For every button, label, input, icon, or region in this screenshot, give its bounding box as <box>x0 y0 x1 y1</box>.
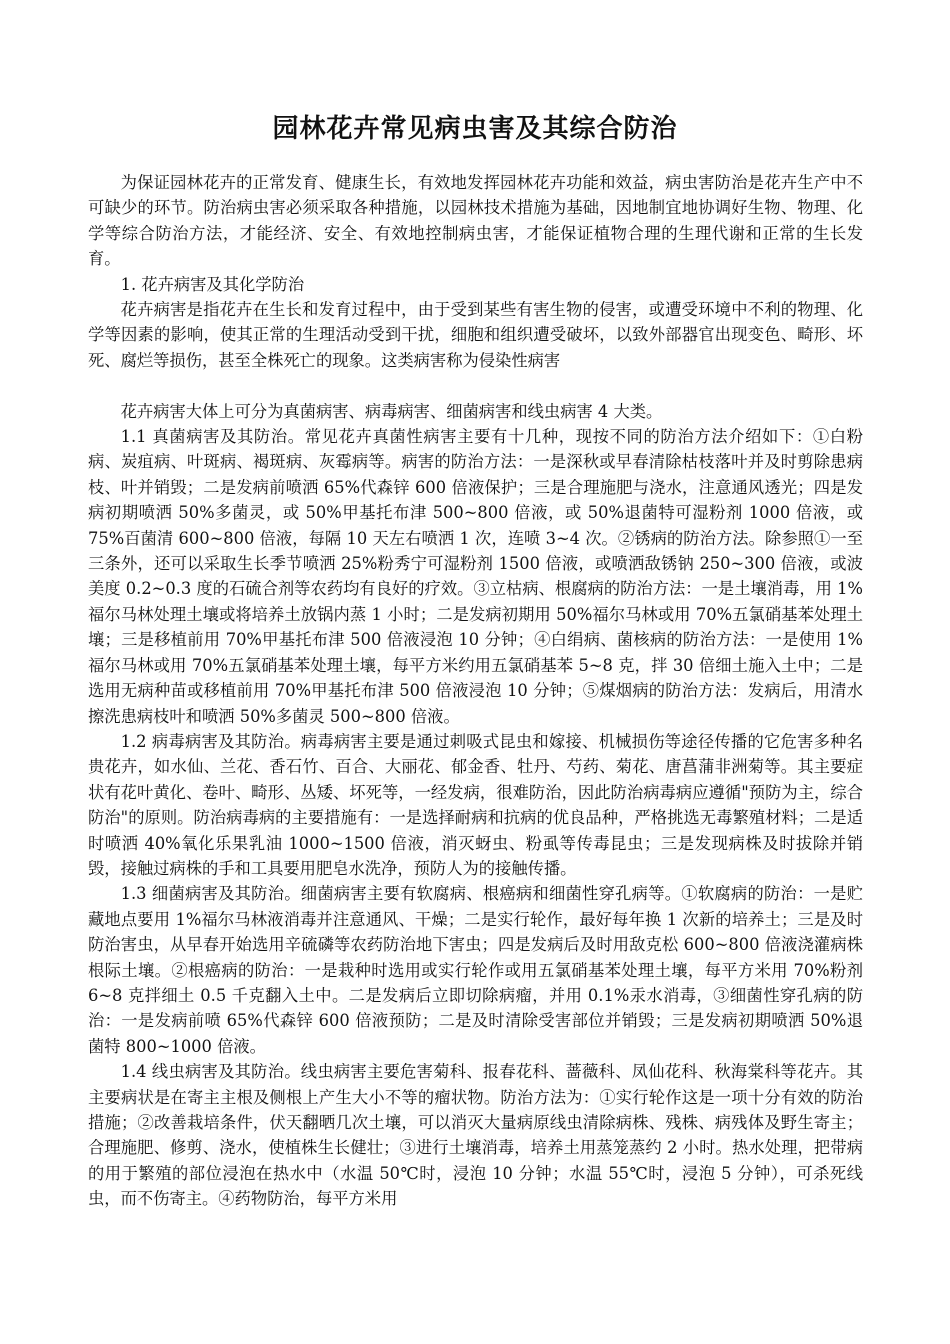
paragraph: 花卉病害大体上可分为真菌病害、病毒病害、细菌病害和线虫病害 4 大类。 <box>120 401 663 421</box>
paragraph-nematode: 1.4 线虫病害及其防治。线虫病害主要危害菊科、报春花科、蔷薇科、凤仙花科、秋海棠科等花卉。其主要病状是在寄主主根及侧根上产生大小不等的瘤状物。防治方法为：①实行轮作这是一项十分有效的防治措施；②改善栽培条件，伏天翻晒几次土壤，可以消灭大量病原线虫清除病株、残株、病残体及野生寄主；合理施肥、修剪、浇水，使植株生长健壮；③进行土壤消毒，培养土用蒸笼蒸约 2 小时。热水处理，把带病的用于繁殖的部位浸泡在热水中（水温 50℃时，浸泡 10 分钟；水温 55℃时，浸泡 5 分钟），可杀死线虫，而不伤寄主。④药物防治，每平方米用 <box>88 1062 863 1209</box>
section-heading: 1. 花卉病害及其化学防治 <box>120 274 305 294</box>
paragraph-intro: 为保证园林花卉的正常发育、健康生长，有效地发挥园林花卉功能和效益，病虫害防治是花卉生产中不可缺少的环节。防治病虫害必须采取各种措施，以园林技术措施为基础，因地制宜地协调好生物、物理、化学等综合防治方法，才能经济、安全、有效地控制病虫害，才能保证植物合理的生理代谢和正常的生长发育。 <box>88 173 863 269</box>
paragraph-bacterial: 1.3 细菌病害及其防治。细菌病害主要有软腐病、根癌病和细菌性穿孔病等。①软腐病的防治：一是贮藏地点要用 1%福尔马林液消毒并注意通风、干燥；二是实行轮作，最好每年换 1 次新的培养土；三是及时防治害虫，从早春开始选用辛硫磷等农药防治地下害虫；四是发病后及时用敌克松 600~800 倍液浇灌病株根际土壤。②根癌病的防治：一是栽种时选用或实行轮作或用五氯硝基苯处理土壤，每平方米用 70%粉剂 6~8 克拌细土 0.5 千克翻入土中。二是发病后立即切除病瘤，并用 0.1%汞水消毒，③细菌性穿孔病的防治：一是发病前喷 65%代森锌 600 倍液预防；二是及时清除受害部位并销毁；三是发病初期喷洒 50%退菌特 800~1000 倍液。 <box>88 884 863 1056</box>
document-title: 园林花卉常见病虫害及其综合防治 <box>272 114 678 144</box>
document-body <box>88 170 863 1212</box>
paragraph: 花卉病害是指花卉在生长和发育过程中，由于受到某些有害生物的侵害，或遭受环境中不利的物理、化学等因素的影响，使其正常的生理活动受到干扰，细胞和组织遭受破坏，以致外部器官出现变色、畸形、坏死、腐烂等损伤，甚至全株死亡的现象。这类病害称为侵染性病害 <box>88 300 863 370</box>
paragraph-fungal: 1.1 真菌病害及其防治。常见花卉真菌性病害主要有十几种，现按不同的防治方法介绍如下：①白粉病、炭疽病、叶斑病、褐斑病、灰霉病等。病害的防治方法：一是深秋或早春清除枯枝落叶并及时剪除患病枝、叶并销毁；二是发病前喷洒 65%代森锌 600 倍液保护；三是合理施肥与浇水，注意通风透光；四是发病初期喷洒 50%多菌灵，或 50%甲基托布津 500~800 倍液，或 50%退菌特可湿粉剂 1000 倍液，或 75%百菌清 600~800 倍液，每隔 10 天左右喷洒 1 次，连喷 3~4 次。②锈病的防治方法。除参照①一至三条外，还可以采取生长季节喷洒 25%粉秀宁可湿粉剂 1500 倍液，或喷洒敌锈钠 250~300 倍液，或波美度 0.2~0.3 度的石硫合剂等农药均有良好的疗效。③立枯病、根腐病的防治方法：一是土壤消毒，用 1%福尔马林处理土壤或将培养土放锅内蒸 1 小时；二是发病初期用 50%福尔马林或用 70%五氯硝基苯处理土壤；三是移植前用 70%甲基托布津 500 倍液浸泡 10 分钟；④白绢病、菌核病的防治方法：一是使用 1%福尔马林或用 70%五氯硝基苯处理土壤，每平方米约用五氯硝基苯 5~8 克，拌 30 倍细土施入土中；二是选用无病种苗或移植前用 70%甲基托布津 500 倍液浸泡 10 分钟；⑤煤烟病的防治方法：发病后，用清水擦洗患病枝叶和喷洒 50%多菌灵 500~800 倍液。 <box>88 427 863 726</box>
paragraph-viral: 1.2 病毒病害及其防治。病毒病害主要是通过刺吸式昆虫和嫁接、机械损伤等途径传播的它危害多种名贵花卉，如水仙、兰花、香石竹、百合、大丽花、郁金香、牡丹、芍药、菊花、唐菖蒲非洲菊等。其主要症状有花叶黄化、卷叶、畸形、丛矮、坏死等，一经发病，很难防治，因此防治病毒病应遵循"预防为主，综合防治"的原则。防治病毒病的主要措施有：一是选择耐病和抗病的优良品种，严格挑选无毒繁殖材料；二是适时喷洒 40%氧化乐果乳油 1000~1500 倍液，消灭蚜虫、粉虱等传毒昆虫；三是发现病株及时拔除并销毁，接触过病株的手和工具要用肥皂水洗净，预防人为的接触传播。 <box>88 731 863 878</box>
